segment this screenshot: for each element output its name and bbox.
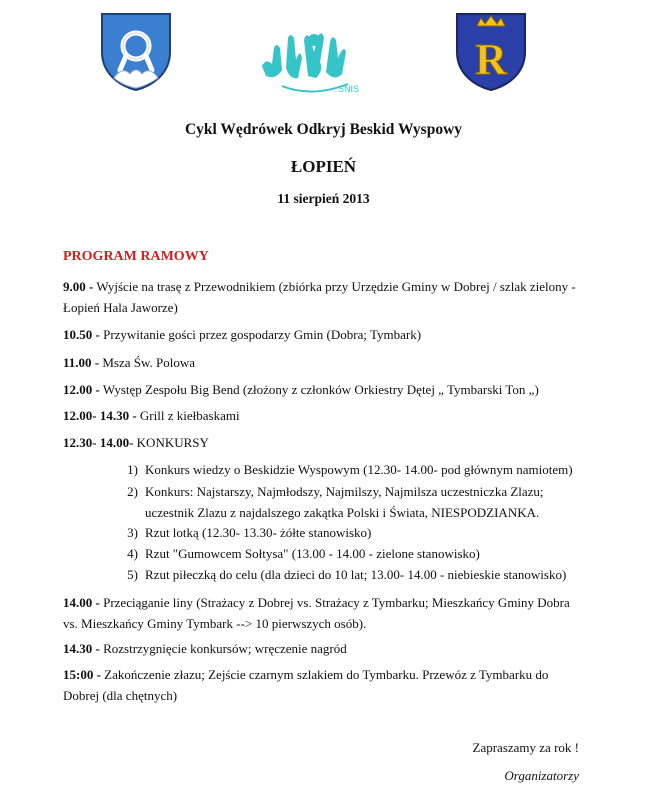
item-time: 14.30 - <box>63 641 100 656</box>
contest-number: 3) <box>127 525 138 540</box>
program-item <box>63 324 583 345</box>
program-item <box>63 405 583 426</box>
contest-number: 2) <box>127 484 138 499</box>
item-text: KONKURSY <box>133 435 209 450</box>
organizers-signature: Organizatorzy <box>504 768 579 783</box>
snis-label: SNIS <box>338 84 360 94</box>
item-text: Zakończenie złazu; Zejście czarnym szlakiem do Tymbarku. Przewóz z Tymbarku do Dobrej (dla chętnych) <box>63 667 549 703</box>
item-text: Grill z kiełbaskami <box>136 408 240 423</box>
event-date: 11 sierpień 2013 <box>277 191 370 206</box>
contest-text: Rzut piłeczką do celu (dla dzieci do 10 lat; 13.00- 14.00 - niebieskie stanowisko) <box>145 567 567 582</box>
page-title: Cykl Wędrówek Odkryj Beskid Wyspowy <box>184 121 463 138</box>
program-item <box>63 432 583 453</box>
contest-text: Konkurs: Najstarszy, Najmłodszy, Najmilszy, Najmilsza uczestniczka Zlazu; uczestnik Zlazu z najdalszego zakątka Polski i Świata, NIESPODZIANKA. <box>145 484 544 520</box>
item-text: Msza Św. Polowa <box>99 355 196 370</box>
logos-row <box>0 8 647 100</box>
item-time: 9.00 - <box>63 279 94 294</box>
item-time: 14.00 - <box>63 595 100 610</box>
item-text: Przeciąganie liny (Strażacy z Dobrej vs. Strażacy z Tymbarku; Mieszkańcy Gminy Dobra vs. Mieszkańcy Gminy Tymbark --> 10 pierwszych osób). <box>63 595 570 631</box>
program-item <box>63 638 583 659</box>
contest-text: Rzut "Gumowcem Sołtysa" (13.00 - 14.00 - zielone stanowisko) <box>145 546 480 561</box>
svg-text:R: R <box>475 35 507 84</box>
item-time: 11.00 - <box>63 355 100 370</box>
program-item <box>63 352 583 373</box>
program-item <box>63 379 583 400</box>
contest-text: Rzut lotką (12.30- 13.30- żółte stanowisko) <box>145 525 372 540</box>
program-item <box>63 592 583 634</box>
place-title: ŁOPIEŃ <box>290 157 357 176</box>
program-item <box>63 664 583 706</box>
item-text: Wyjście na trasę z Przewodnikiem (zbiórka przy Urzędzie Gminy w Dobrej / szlak zielony - Łopień Hala Jaworze) <box>63 279 576 315</box>
dobra-coat-of-arms-icon <box>100 12 172 92</box>
snis-logo-icon <box>252 18 372 98</box>
program-title: PROGRAM RAMOWY <box>63 249 209 264</box>
invitation-text: Zapraszamy za rok ! <box>472 740 579 755</box>
item-text: Rozstrzygnięcie konkursów; wręczenie nagród <box>99 641 347 656</box>
contest-number: 4) <box>127 546 138 561</box>
contest-number: 1) <box>127 462 138 477</box>
program-item <box>63 276 583 318</box>
item-text: Występ Zespołu Big Bend (złożony z członków Orkiestry Dętej „ Tymbarski Ton „) <box>99 382 539 397</box>
item-time: 12.00- 14.30 - <box>63 408 137 423</box>
item-time: 12.00 - <box>63 382 100 397</box>
item-time: 12.30- 14.00- <box>63 435 134 450</box>
item-time: 10.50 - <box>63 327 100 342</box>
contest-number: 5) <box>127 567 138 582</box>
contest-text: Konkurs wiedzy o Beskidzie Wyspowym (12.30- 14.00- pod głównym namiotem) <box>145 462 573 477</box>
tymbark-coat-of-arms-icon <box>455 12 527 92</box>
item-text: Przywitanie gości przez gospodarzy Gmin (Dobra; Tymbark) <box>99 327 422 342</box>
item-time: 15:00 - <box>63 667 101 682</box>
